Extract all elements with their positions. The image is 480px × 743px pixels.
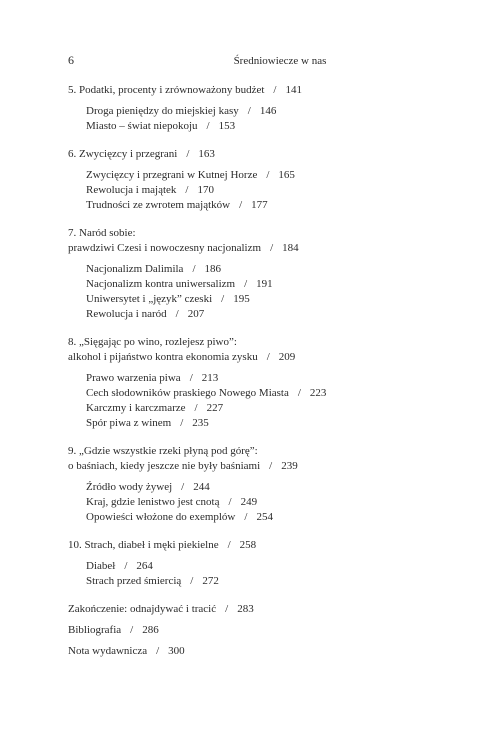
subsection-list — [68, 371, 418, 431]
toc-separator: / — [192, 263, 196, 275]
subsection-page-number: 177 — [251, 199, 268, 211]
subsection-item — [86, 416, 418, 431]
chapter-title — [68, 444, 418, 474]
subsection-title: Miasto – świat niepokoju — [86, 120, 198, 132]
subsection-page-number: 191 — [256, 278, 273, 290]
toc-separator: / — [190, 575, 194, 587]
running-head: Średniowiecze w nas — [233, 55, 327, 67]
subsection-title: Spór piwa z winem — [86, 417, 172, 429]
subsection-item — [86, 480, 418, 495]
subsection-item — [86, 510, 418, 525]
toc-separator: / — [247, 105, 251, 117]
subsection-item — [86, 574, 418, 589]
back-matter-title: Nota wydawnicza — [68, 645, 148, 657]
subsection-item — [86, 292, 418, 307]
toc-chapter — [68, 226, 418, 322]
subsection-title: Trudności ze zwrotem majątków — [86, 199, 231, 211]
subsection-item — [86, 277, 418, 292]
toc-separator: / — [227, 539, 231, 551]
chapter-page-number: 184 — [282, 242, 299, 254]
subsection-page-number: 207 — [187, 308, 205, 320]
subsection-list — [68, 262, 418, 322]
toc-separator: / — [225, 603, 229, 615]
page-number: 6 — [68, 53, 74, 67]
subsection-item — [86, 183, 418, 198]
subsection-title: Karczmy i karczmarze — [86, 402, 186, 414]
toc-separator: / — [266, 169, 270, 181]
toc-separator: / — [194, 402, 198, 414]
chapter-page-number: 209 — [278, 351, 296, 363]
chapter-title-line — [68, 350, 418, 365]
subsection-page-number: 186 — [204, 263, 221, 275]
subsection-title: Źródło wody żywej — [86, 481, 173, 493]
subsection-page-number: 272 — [202, 575, 219, 587]
toc-chapter — [68, 83, 418, 134]
subsection-item — [86, 262, 418, 277]
toc-separator: / — [175, 308, 179, 320]
subsection-item — [86, 307, 418, 322]
chapter-title-line — [68, 444, 418, 459]
subsection-title: Opowieści włożone do exemplów — [86, 511, 236, 523]
chapter-title-text: 9. „Gdzie wszystkie rzeki płyną pod górę”: — [68, 445, 258, 457]
subsection-item — [86, 401, 418, 416]
chapter-title-line — [68, 459, 418, 474]
chapter-page-number: 141 — [285, 84, 302, 96]
subsection-list — [68, 104, 418, 134]
subsection-page-number: 244 — [193, 481, 210, 493]
toc-separator: / — [244, 511, 248, 523]
subsection-item — [86, 559, 418, 574]
toc-separator: / — [181, 481, 185, 493]
chapter-title — [68, 538, 418, 553]
back-matter-title: Bibliografia — [68, 624, 122, 636]
subsection-title: Rewolucja i naród — [86, 308, 167, 320]
subsection-item — [86, 104, 418, 119]
chapter-title-line — [68, 335, 418, 350]
toc-separator: / — [180, 417, 184, 429]
chapter-title — [68, 226, 418, 256]
toc-separator: / — [206, 120, 210, 132]
chapter-title — [68, 335, 418, 365]
subsection-item — [86, 198, 418, 213]
subsection-page-number: 227 — [206, 402, 224, 414]
subsection-title: Kraj, gdzie lenistwo jest cnotą — [86, 496, 220, 508]
back-matter-item — [68, 644, 418, 659]
back-matter-page-number: 283 — [237, 603, 254, 615]
table-of-contents — [68, 83, 418, 665]
toc-chapter — [68, 444, 418, 525]
subsection-title: Diabeł — [86, 560, 116, 572]
chapter-title-text: 5. Podatki, procenty i zrównoważony budżet — [68, 84, 265, 96]
chapter-title-line — [68, 83, 418, 98]
toc-separator: / — [270, 242, 274, 254]
subsection-page-number: 254 — [256, 511, 273, 523]
subsection-title: Nacjonalizm Dalimila — [86, 263, 184, 275]
chapter-title — [68, 147, 418, 162]
subsection-page-number: 213 — [201, 372, 219, 384]
chapter-title-line — [68, 538, 418, 553]
subsection-title: Cech słodowników praskiego Nowego Miasta — [86, 387, 289, 399]
subsection-page-number: 235 — [192, 417, 209, 429]
subsection-list — [68, 480, 418, 525]
chapter-title-text: alkohol i pijaństwo kontra ekonomia zysku — [68, 351, 258, 363]
toc-separator: / — [297, 387, 301, 399]
chapter-title-line — [68, 241, 418, 256]
back-matter-item — [68, 623, 418, 638]
chapter-title-text: 10. Strach, diabeł i męki piekielne — [68, 539, 219, 551]
toc-separator: / — [189, 372, 193, 384]
chapter-title-text: prawdziwi Czesi i nowoczesny nacjonalizm — [68, 242, 262, 254]
back-matter-title: Zakończenie: odnajdywać i tracić — [68, 603, 217, 615]
subsection-list — [68, 559, 418, 589]
subsection-page-number: 170 — [197, 184, 214, 196]
subsection-page-number: 146 — [259, 105, 277, 117]
toc-separator: / — [130, 624, 134, 636]
chapter-title-text: 7. Naród sobie: — [68, 227, 136, 239]
toc-separator: / — [269, 460, 273, 472]
subsection-title: Rewolucja i majątek — [86, 184, 177, 196]
toc-separator: / — [185, 184, 189, 196]
back-matter-item — [68, 602, 418, 617]
subsection-title: Strach przed śmiercią — [86, 575, 182, 587]
toc-separator: / — [273, 84, 277, 96]
chapter-page-number: 258 — [239, 539, 257, 551]
chapter-title-text: o baśniach, kiedy jeszcze nie były baśniami — [68, 460, 261, 472]
chapter-title-text: 8. „Sięgając po wino, rozlejesz piwo”: — [68, 336, 237, 348]
subsection-item — [86, 386, 418, 401]
toc-separator: / — [228, 496, 232, 508]
toc-chapter — [68, 147, 418, 213]
subsection-title: Uniwersytet i „język” czeski — [86, 293, 213, 305]
toc-separator: / — [244, 278, 248, 290]
back-matter-page-number: 300 — [168, 645, 185, 657]
toc-separator: / — [239, 199, 243, 211]
subsection-item — [86, 371, 418, 386]
toc-chapter — [68, 335, 418, 431]
subsection-title: Nacjonalizm kontra uniwersalizm — [86, 278, 236, 290]
subsection-item — [86, 495, 418, 510]
subsection-page-number: 165 — [278, 169, 295, 181]
subsection-title: Prawo warzenia piwa — [86, 372, 181, 384]
chapter-title-text: 6. Zwycięzcy i przegrani — [68, 148, 178, 160]
toc-separator: / — [156, 645, 160, 657]
subsection-page-number: 264 — [136, 560, 153, 572]
toc-separator: / — [186, 148, 190, 160]
toc-separator: / — [124, 560, 128, 572]
subsection-title: Droga pieniędzy do miejskiej kasy — [86, 105, 239, 117]
subsection-list — [68, 168, 418, 213]
subsection-title: Zwycięzcy i przegrani w Kutnej Horze — [86, 169, 258, 181]
chapter-title — [68, 83, 418, 98]
subsection-item — [86, 119, 418, 134]
subsection-page-number: 195 — [233, 293, 250, 305]
subsection-page-number: 249 — [240, 496, 258, 508]
toc-separator: / — [221, 293, 225, 305]
toc-chapter — [68, 538, 418, 589]
chapter-page-number: 239 — [281, 460, 298, 472]
chapter-title-line — [68, 147, 418, 162]
back-matter-page-number: 286 — [142, 624, 159, 636]
chapter-title-line — [68, 226, 418, 241]
subsection-item — [86, 168, 418, 183]
chapter-page-number: 163 — [198, 148, 215, 160]
subsection-page-number: 223 — [309, 387, 327, 399]
subsection-page-number: 153 — [218, 120, 236, 132]
toc-separator: / — [266, 351, 270, 363]
